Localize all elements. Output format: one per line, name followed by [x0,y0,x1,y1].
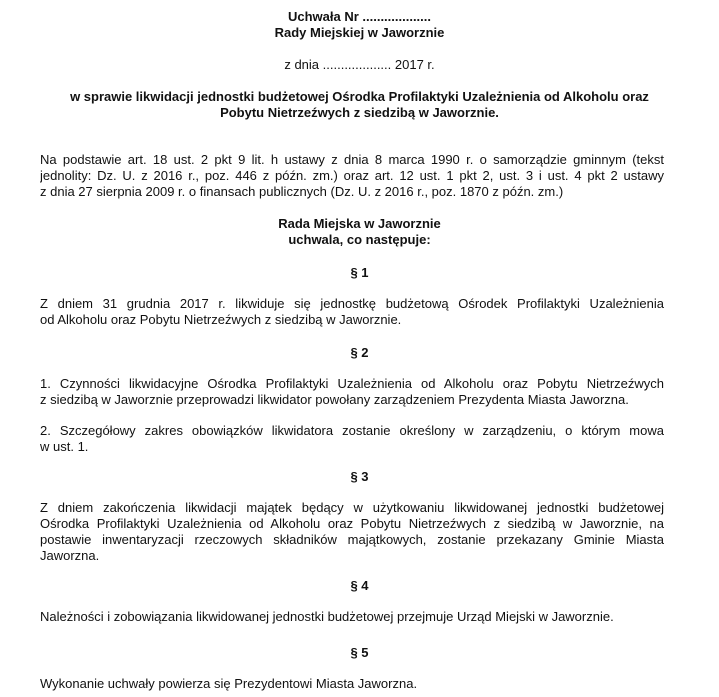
section-line: z siedzibą w Jaworznie przeprowadzi likwidator powołany zarządzeniem Prezydenta Miasta Jaworzna. [40,392,629,407]
section-line: Z dniem zakończenia likwidacji majątek będący w użytkowaniu likwidowanej jednostki budżetowej [40,500,664,515]
preamble-line: Na podstawie art. 18 ust. 2 pkt 9 lit. h ustawy z dnia 8 marca 1990 r. o samorządzie gminnym (tekst [40,152,664,167]
council-heading: Rada Miejska w Jaworznie [278,216,441,231]
section-line: Ośrodka Profilaktyki Uzależnienia od Alkoholu oraz Pobytu Nietrzeźwych z siedzibą w Jaworznie, na [40,516,664,531]
section-line: 1. Czynności likwidacyjne Ośrodka Profilaktyki Uzależnienia od Alkoholu oraz Pobytu Nietrzeźwych [40,376,664,391]
section-2-heading: § 2 [350,345,369,360]
resolution-number: Uchwała Nr ................... [287,9,432,24]
resolution-date: z dnia ................... 2017 r. [284,57,435,72]
section-2-paragraph-2 [40,423,664,455]
preamble [40,152,664,200]
section-5-text [40,676,664,692]
section-4-text [40,609,664,625]
preamble-line: jednolity: Dz. U. z 2016 r., poz. 446 z późn. zm.) oraz art. 12 ust. 1 pkt 2, ust. 3 i ust. 4 pkt 2 ustawy [40,168,664,183]
section-line: Jaworzna. [40,548,100,563]
section-2-paragraph-1 [40,376,664,408]
resolves-heading: uchwala, co następuje: [288,232,431,247]
subject-line-2: Pobytu Nietrzeźwych z siedzibą w Jaworznie. [220,105,499,120]
section-4-heading: § 4 [350,578,369,593]
section-line: w ust. 1. [40,439,89,454]
section-1-heading: § 1 [350,265,369,280]
section-line: 2. Szczegółowy zakres obowiązków likwidatora zostanie określony w zarządzeniu, o którym mowa [40,423,664,438]
section-line: Należności i zobowiązania likwidowanej jednostki budżetowej przejmuje Urząd Miejski w Jaworznie. [40,609,614,624]
section-3-heading: § 3 [350,469,369,484]
subject-line-1: w sprawie likwidacji jednostki budżetowej Ośrodka Profilaktyki Uzależnienia od Alkoholu oraz [70,89,649,104]
section-5-heading: § 5 [350,645,369,660]
section-line: Wykonanie uchwały powierza się Prezydentowi Miasta Jaworzna. [40,676,418,691]
section-line: postawie inwentaryzacji rzeczowych składników majątkowych, zostanie przekazany Gminie Miasta [40,532,664,547]
section-line: od Alkoholu oraz Pobytu Nietrzeźwych z siedzibą w Jaworznie. [40,312,402,327]
section-3-text [40,500,664,564]
section-line: Z dniem 31 grudnia 2017 r. likwiduje się jednostkę budżetową Ośrodek Profilaktyki Uzależnienia [40,296,664,311]
council-name: Rady Miejskiej w Jaworznie [274,25,445,40]
section-1-text [40,296,664,328]
preamble-line: z dnia 27 sierpnia 2009 r. o finansach publicznych (Dz. U. z 2016 r., poz. 1870 z późn. zm.) [40,184,564,199]
